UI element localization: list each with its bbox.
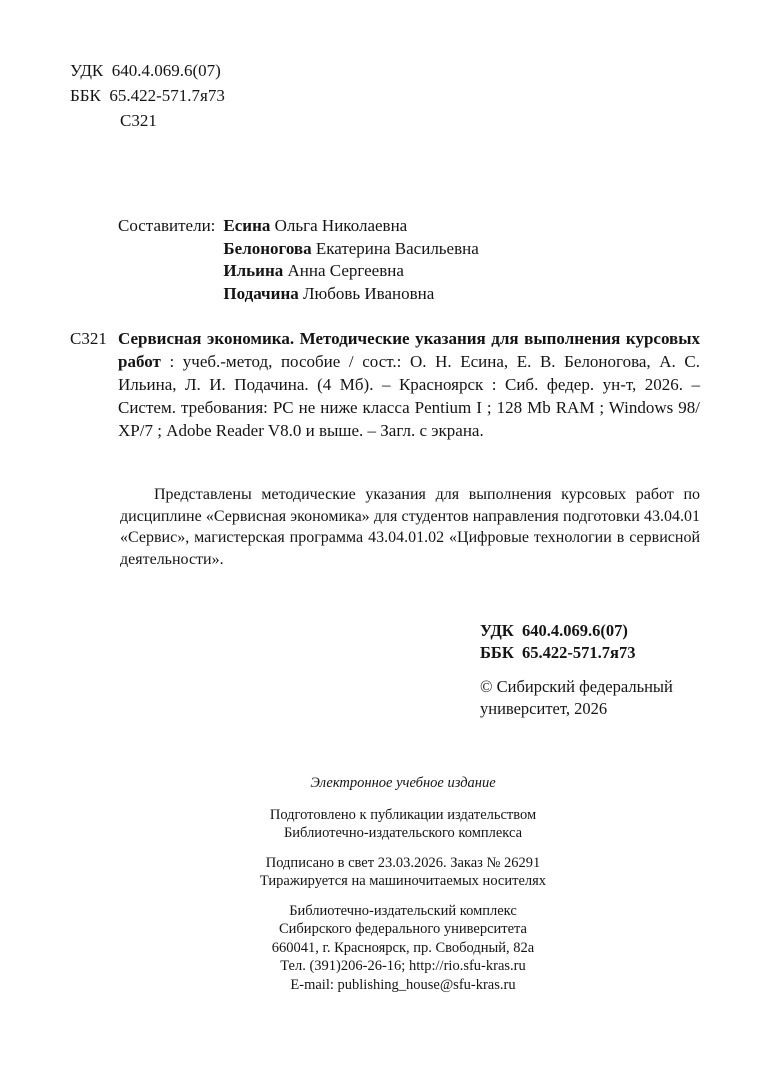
bbk-code-top: ББК 65.422-571.7я73 [70,86,225,105]
compilers-list [223,215,478,305]
publisher-line: 660041, г. Красноярск, пр. Свободный, 82а [271,939,535,956]
author-sign-entry: С321 [70,329,107,348]
compilers-block [118,215,700,305]
edition-type: Электронное учебное издание [310,775,496,791]
compiler-names: Ольга Николаевна [270,216,408,235]
compiler-surname: Подачина [223,283,299,303]
copyright-line: университет, 2026 [480,699,608,718]
prepared-by-block [88,806,718,843]
annotation-paragraph: Представлены методические указания для выполнения курсовых работ по дисциплине «Сервисная экономика» для студентов направления подготовки 43.04.01 «Сервис», магистерская программа 43.04.01.02 «Цифровые технологии в сервисной деятельности». [120,486,700,568]
copyright-line: © Сибирский федеральный [480,677,673,696]
publisher-line: Библиотечно-издательский комплекс [289,902,517,919]
udk-code-bottom: УДК 640.4.069.6(07) [480,621,628,640]
prepared-line: Подготовлено к публикации издательством [269,806,537,823]
compiler-surname: Есина [223,216,271,235]
compiler-row [223,238,478,261]
bbk-code-bottom: ББК 65.422-571.7я73 [480,643,636,662]
compiler-names: Анна Сергеевна [283,261,404,280]
compiler-names: Екатерина Васильевна [311,238,479,258]
classification-codes-bottom [480,620,700,664]
publisher-line: E-mail: publishing_house@sfu-kras.ru [290,976,516,993]
classification-codes-top [70,58,700,133]
udk-code-top: УДК 640.4.069.6(07) [70,61,221,80]
bibliographic-entry [70,327,700,442]
colophon [88,774,718,994]
publisher-block [88,902,718,995]
compiler-names: Любовь Ивановна [298,283,435,303]
publisher-line: Сибирского федерального университета [279,921,527,937]
entry-details: : учеб.-метод, пособие / сост.: О. Н. Есина, Е. В. Белоногова, А. С. Ильина, Л. И. Подачина. (4 Мб). – Красноярск : Сиб. федер. ун-т, 2026. – Систем. требования: PC не ниже класса Pentium I ; 128 Mb RAM ; Windows 98/ХР/7 ; Adobe Reader V8.0 и выше. – Загл. с экрана. [118,352,700,440]
publisher-line: Тел. (391)206-26-16; http://rio.sfu-kras.ru [280,958,526,974]
bibliographic-description [118,327,700,442]
entry-title: Сервисная экономика. Методические указания для выполнения курсовых работ [118,329,700,371]
prepared-line: Библиотечно-издательского комплекса [283,825,523,841]
compiler-row [223,260,478,283]
release-info-block [88,854,718,891]
compiler-row [223,215,478,238]
compiler-surname: Белоногова [223,238,312,258]
compiler-surname: Ильина [223,261,284,280]
release-line: Тиражируется на машиночитаемых носителях [259,873,547,889]
compiler-row [223,283,478,306]
copyright-notice [480,676,700,720]
compilers-label: Составители: [118,216,216,235]
author-sign-top: С321 [120,111,157,130]
release-line: Подписано в свет 23.03.2026. Заказ № 26291 [265,854,541,871]
